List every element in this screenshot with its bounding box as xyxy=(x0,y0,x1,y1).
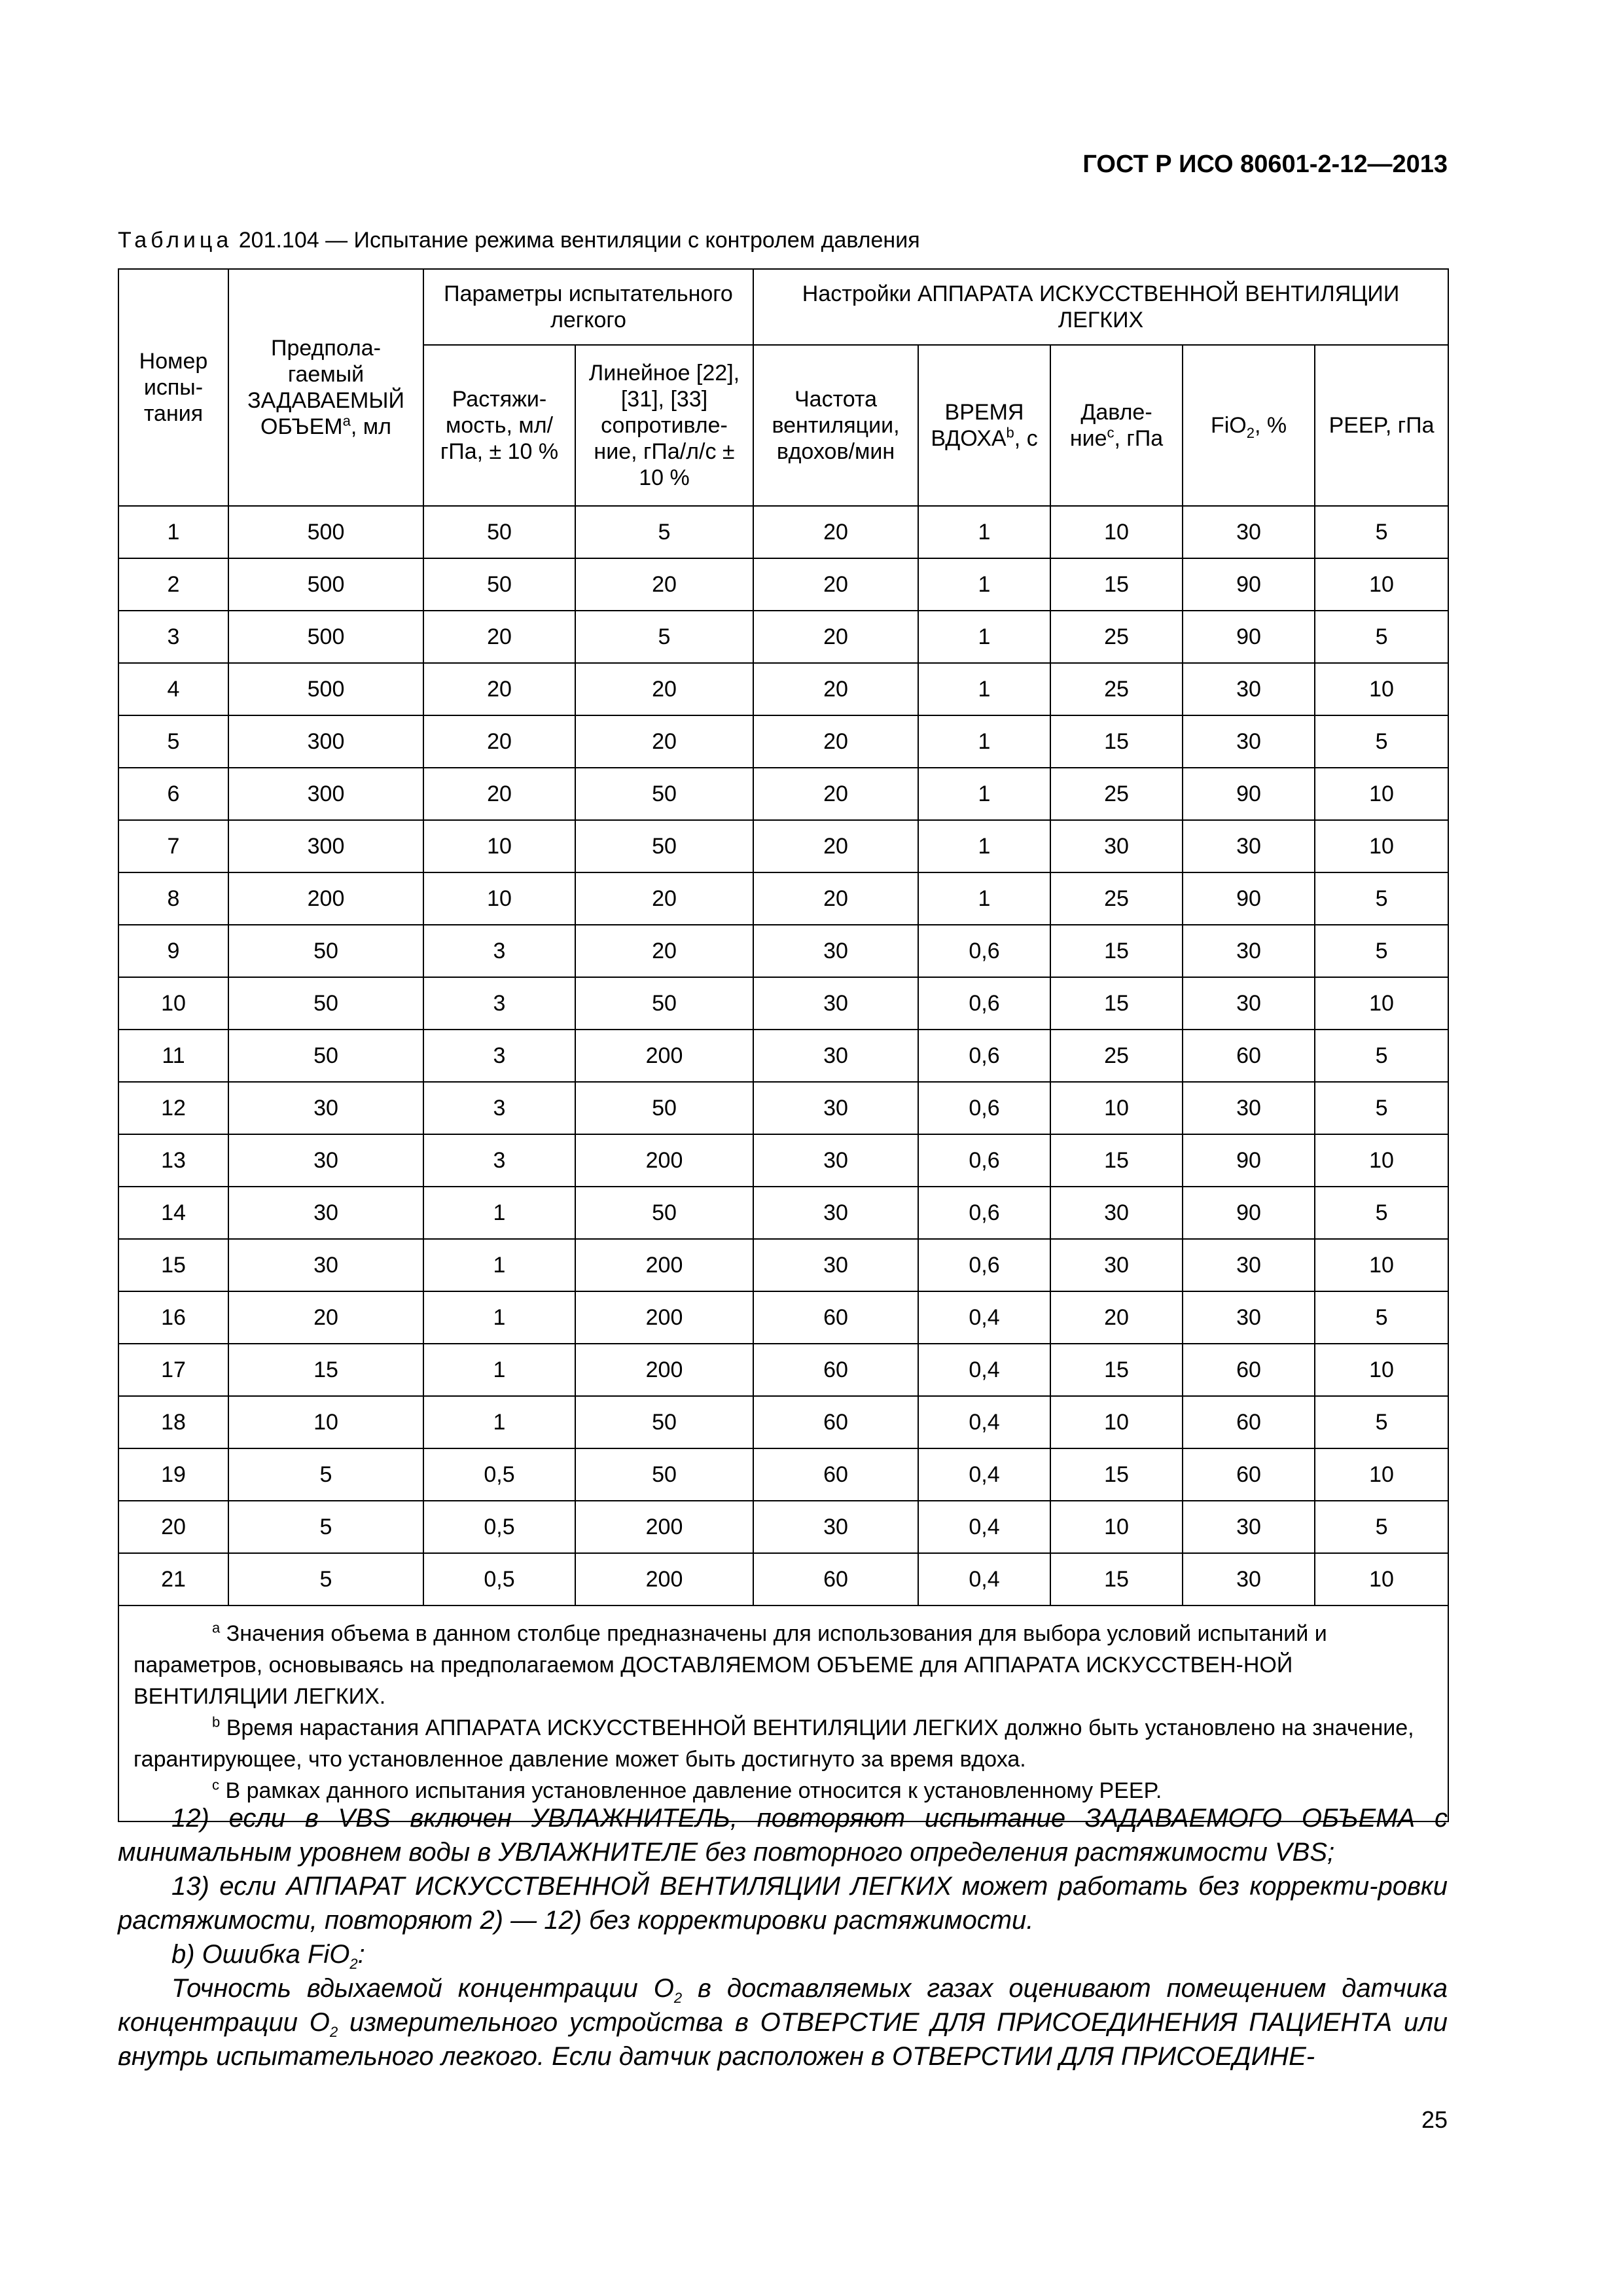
table-cell: 3 xyxy=(423,1082,575,1134)
table-cell: 10 xyxy=(1315,768,1448,820)
table-cell: 0,6 xyxy=(918,1030,1050,1082)
ventilation-test-table xyxy=(118,268,1449,1822)
table-cell: 18 xyxy=(118,1396,228,1448)
table-cell: 25 xyxy=(1050,768,1183,820)
table-cell: 1 xyxy=(423,1239,575,1291)
table-footnotes xyxy=(118,1605,1448,1821)
table-row xyxy=(118,820,1448,872)
table-cell: 20 xyxy=(753,768,918,820)
table-cell: 20 xyxy=(753,506,918,558)
table-cell: 20 xyxy=(753,663,918,715)
table-cell: 20 xyxy=(228,1291,423,1344)
header-rate: Частота вентиляции, вдохов/мин xyxy=(753,345,918,506)
header-resistance: Линейное [22], [31], [33] сопротивле-ние, гПа/л/с ± 10 % xyxy=(575,345,753,506)
table-cell: 9 xyxy=(118,925,228,977)
document-header: ГОСТ Р ИСО 80601-2-12—2013 xyxy=(1082,151,1448,178)
table-cell: 5 xyxy=(1315,925,1448,977)
table-cell: 10 xyxy=(1315,1553,1448,1605)
table-row xyxy=(118,768,1448,820)
table-cell: 20 xyxy=(118,1501,228,1553)
table-cell: 0,5 xyxy=(423,1501,575,1553)
table-cell: 50 xyxy=(228,977,423,1030)
table-cell: 20 xyxy=(753,611,918,663)
table-cell: 1 xyxy=(423,1344,575,1396)
table-cell: 1 xyxy=(918,611,1050,663)
table-cell: 1 xyxy=(918,768,1050,820)
table-cell: 0,6 xyxy=(918,1082,1050,1134)
table-cell: 200 xyxy=(575,1344,753,1396)
body-text xyxy=(118,1801,1448,2073)
paragraph-accuracy: Точность вдыхаемой концентрации $O_2$ в доставляемых газах оценивают помещением датчика концентрации $O_2$ измерительного устройства в ОТВЕРСТИЕ ДЛЯ ПРИСОЕДИНЕНИЯ ПАЦИЕНТА или внутрь испытательного легкого. Если датчик расположен в ОТВЕРСТИИ ДЛЯ ПРИСОЕДИНЕ- xyxy=(118,1974,1448,2071)
table-cell: 0,6 xyxy=(918,977,1050,1030)
table-row xyxy=(118,558,1448,611)
table-cell: 8 xyxy=(118,872,228,925)
table-cell: 30 xyxy=(753,925,918,977)
table-row xyxy=(118,1030,1448,1082)
table-row xyxy=(118,1344,1448,1396)
table-cell: 60 xyxy=(753,1344,918,1396)
table-row xyxy=(118,663,1448,715)
table-cell: 1 xyxy=(918,715,1050,768)
table-cell: 15 xyxy=(1050,558,1183,611)
table-cell: 5 xyxy=(1315,611,1448,663)
table-cell: 50 xyxy=(575,768,753,820)
table-cell: 60 xyxy=(753,1448,918,1501)
table-cell: 2 xyxy=(118,558,228,611)
table-cell: 20 xyxy=(575,558,753,611)
table-cell: 30 xyxy=(1050,820,1183,872)
paragraph-13: 13) если АППАРАТ ИСКУССТВЕННОЙ ВЕНТИЛЯЦИИ ЛЕГКИХ может работать без корректи-ровки растяжимости, повторяют 2) — 12) без корректировки растяжимости. xyxy=(118,1872,1448,1935)
table-cell: 1 xyxy=(423,1291,575,1344)
table-cell: 0,6 xyxy=(918,1134,1050,1187)
paragraph-12: 12) если в VBS включен УВЛАЖНИТЕЛЬ, повторяют испытание ЗАДАВАЕМОГО ОБЪЕМА с минимальным уровнем воды в УВЛАЖНИТЕЛЕ без повторного определения растяжимости VBS; xyxy=(118,1804,1448,1867)
table-cell: 30 xyxy=(753,1187,918,1239)
table-cell: 3 xyxy=(118,611,228,663)
table-cell: 30 xyxy=(753,977,918,1030)
table-cell: 15 xyxy=(1050,977,1183,1030)
table-caption-label: Таблица xyxy=(118,228,233,253)
table-cell: 30 xyxy=(1183,1553,1315,1605)
table-cell: 60 xyxy=(1183,1030,1315,1082)
table-cell: 0,4 xyxy=(918,1553,1050,1605)
table-cell: 50 xyxy=(423,506,575,558)
table-cell: 25 xyxy=(1050,872,1183,925)
table-cell: 3 xyxy=(423,925,575,977)
table-cell: 4 xyxy=(118,663,228,715)
table-cell: 5 xyxy=(1315,1082,1448,1134)
table-cell: 0,6 xyxy=(918,1187,1050,1239)
table-cell: 50 xyxy=(575,1082,753,1134)
table-cell: 30 xyxy=(1183,506,1315,558)
table-cell: 10 xyxy=(1315,977,1448,1030)
table-row xyxy=(118,1396,1448,1448)
table-cell: 50 xyxy=(228,1030,423,1082)
table-cell: 15 xyxy=(1050,1344,1183,1396)
table-cell: 20 xyxy=(753,715,918,768)
table-cell: 60 xyxy=(1183,1396,1315,1448)
table-caption xyxy=(118,228,920,253)
table-cell: 200 xyxy=(575,1134,753,1187)
table-cell: 19 xyxy=(118,1448,228,1501)
table-cell: 20 xyxy=(575,663,753,715)
table-cell: 0,6 xyxy=(918,925,1050,977)
table-cell: 15 xyxy=(1050,1553,1183,1605)
table-cell: 30 xyxy=(753,1501,918,1553)
table-cell: 30 xyxy=(1183,820,1315,872)
table-cell: 10 xyxy=(228,1396,423,1448)
table-cell: 10 xyxy=(423,872,575,925)
table-cell: 200 xyxy=(575,1030,753,1082)
table-cell: 30 xyxy=(1183,1291,1315,1344)
table-cell: 10 xyxy=(1050,1396,1183,1448)
table-cell: 50 xyxy=(228,925,423,977)
table-cell: 50 xyxy=(575,1187,753,1239)
table-row xyxy=(118,1082,1448,1134)
table-cell: 20 xyxy=(575,925,753,977)
table-cell: 300 xyxy=(228,715,423,768)
table-cell: 50 xyxy=(575,1396,753,1448)
table-cell: 15 xyxy=(1050,925,1183,977)
header-set-volume: Предпола-гаемый ЗАДАВАЕМЫЙ ОБЪЕМ$^a$, мл xyxy=(228,269,423,506)
table-cell: 10 xyxy=(118,977,228,1030)
table-row xyxy=(118,872,1448,925)
table-cell: 15 xyxy=(228,1344,423,1396)
table-cell: 6 xyxy=(118,768,228,820)
table-cell: 5 xyxy=(228,1448,423,1501)
table-cell: 15 xyxy=(1050,1134,1183,1187)
table-cell: 5 xyxy=(1315,1501,1448,1553)
table-cell: 5 xyxy=(575,506,753,558)
table-row xyxy=(118,1501,1448,1553)
table-row xyxy=(118,611,1448,663)
table-cell: 60 xyxy=(753,1553,918,1605)
table-cell: 30 xyxy=(1183,1501,1315,1553)
table-cell: 30 xyxy=(1183,1239,1315,1291)
table-cell: 60 xyxy=(1183,1344,1315,1396)
table-cell: 30 xyxy=(228,1082,423,1134)
table-cell: 10 xyxy=(1315,1448,1448,1501)
header-lung-parameters: Параметры испытательного легкого xyxy=(423,269,753,345)
table-cell: 30 xyxy=(1183,925,1315,977)
table-cell: 30 xyxy=(1050,1239,1183,1291)
header-pressure: Давле-ние$^c$, гПа xyxy=(1050,345,1183,506)
table-cell: 90 xyxy=(1183,611,1315,663)
table-cell: 20 xyxy=(753,872,918,925)
table-cell: 300 xyxy=(228,820,423,872)
table-cell: 50 xyxy=(575,820,753,872)
table-cell: 0,4 xyxy=(918,1291,1050,1344)
table-cell: 11 xyxy=(118,1030,228,1082)
table-cell: 90 xyxy=(1183,768,1315,820)
table-cell: 30 xyxy=(1183,977,1315,1030)
table-cell: 10 xyxy=(1315,663,1448,715)
table-cell: 30 xyxy=(228,1187,423,1239)
table-cell: 0,5 xyxy=(423,1553,575,1605)
table-row xyxy=(118,1553,1448,1605)
table-cell: 13 xyxy=(118,1134,228,1187)
table-cell: 12 xyxy=(118,1082,228,1134)
table-cell: 200 xyxy=(575,1501,753,1553)
paragraph-b: b) Ошибка FiO$_2$: xyxy=(171,1940,365,1972)
table-cell: 20 xyxy=(575,872,753,925)
table-cell: 7 xyxy=(118,820,228,872)
table-cell: 10 xyxy=(1315,1239,1448,1291)
table-cell: 30 xyxy=(1183,663,1315,715)
table-cell: 3 xyxy=(423,1030,575,1082)
table-cell: 60 xyxy=(1183,1448,1315,1501)
table-cell: 16 xyxy=(118,1291,228,1344)
table-cell: 3 xyxy=(423,977,575,1030)
table-cell: 30 xyxy=(228,1239,423,1291)
table-cell: 15 xyxy=(1050,1448,1183,1501)
table-cell: 10 xyxy=(1315,1134,1448,1187)
table-cell: 5 xyxy=(1315,1187,1448,1239)
table-cell: 5 xyxy=(1315,1291,1448,1344)
table-cell: 5 xyxy=(228,1553,423,1605)
table-cell: 25 xyxy=(1050,611,1183,663)
table-row xyxy=(118,1239,1448,1291)
table-cell: 500 xyxy=(228,558,423,611)
header-peep: PEEP, гПа xyxy=(1315,345,1448,506)
table-cell: 15 xyxy=(1050,715,1183,768)
table-cell: 20 xyxy=(423,715,575,768)
table-cell: 1 xyxy=(118,506,228,558)
table-cell: 10 xyxy=(1315,558,1448,611)
table-row xyxy=(118,506,1448,558)
page-number: 25 xyxy=(1421,2106,1448,2133)
header-insp-time: ВРЕМЯ ВДОХА$^b$, с xyxy=(918,345,1050,506)
table-cell: 50 xyxy=(575,1448,753,1501)
table-cell: 60 xyxy=(753,1396,918,1448)
table-cell: 20 xyxy=(575,715,753,768)
table-cell: 30 xyxy=(753,1082,918,1134)
table-cell: 10 xyxy=(1315,820,1448,872)
table-row xyxy=(118,925,1448,977)
table-cell: 60 xyxy=(753,1291,918,1344)
table-cell: 200 xyxy=(575,1553,753,1605)
table-cell: 20 xyxy=(753,820,918,872)
table-cell: 1 xyxy=(918,558,1050,611)
header-fio2: FiO$_2$, % xyxy=(1183,345,1315,506)
footnote-a: $^a$ Значения объема в данном столбце предназначены для использования для выбора условий испытаний и параметров, основываясь на предполагаемом ДОСТАВЛЯЕМОМ ОБЪЕМЕ для АППАРАТА ИСКУССТВЕН-НОЙ ВЕНТИЛЯЦИИ ЛЕГКИХ. xyxy=(134,1619,1327,1709)
table-cell: 0,4 xyxy=(918,1448,1050,1501)
table-row xyxy=(118,715,1448,768)
table-cell: 5 xyxy=(575,611,753,663)
table-cell: 20 xyxy=(1050,1291,1183,1344)
table-cell: 30 xyxy=(1183,715,1315,768)
table-cell: 90 xyxy=(1183,1187,1315,1239)
table-cell: 10 xyxy=(1315,1344,1448,1396)
table-cell: 5 xyxy=(228,1501,423,1553)
table-cell: 10 xyxy=(1050,1082,1183,1134)
table-cell: 21 xyxy=(118,1553,228,1605)
table-cell: 300 xyxy=(228,768,423,820)
table-cell: 5 xyxy=(1315,715,1448,768)
table-cell: 500 xyxy=(228,663,423,715)
table-cell: 500 xyxy=(228,506,423,558)
table-cell: 0,4 xyxy=(918,1501,1050,1553)
table-cell: 1 xyxy=(918,506,1050,558)
table-cell: 30 xyxy=(1183,1082,1315,1134)
footnote-b: $^b$ Время нарастания АППАРАТА ИСКУССТВЕННОЙ ВЕНТИЛЯЦИИ ЛЕГКИХ должно быть установлено на значение, гарантирующее, что установленное давление может быть достигнуто за время вдоха. xyxy=(134,1713,1414,1772)
table-caption-text: 201.104 — Испытание режима вентиляции с контролем давления xyxy=(232,228,920,253)
table-cell: 1 xyxy=(423,1396,575,1448)
table-cell: 15 xyxy=(118,1239,228,1291)
table-cell: 5 xyxy=(1315,872,1448,925)
table-cell: 25 xyxy=(1050,663,1183,715)
table-cell: 1 xyxy=(918,820,1050,872)
table-cell: 5 xyxy=(1315,506,1448,558)
table-cell: 10 xyxy=(1050,1501,1183,1553)
table-row xyxy=(118,1187,1448,1239)
table-cell: 3 xyxy=(423,1134,575,1187)
header-test-number: Номер испы-тания xyxy=(118,269,228,506)
footnote-c: $^c$ В рамках данного испытания установленное давление относится к установленному PEEP. xyxy=(212,1776,1162,1803)
table-cell: 17 xyxy=(118,1344,228,1396)
table-cell: 1 xyxy=(918,872,1050,925)
table-cell: 0,4 xyxy=(918,1396,1050,1448)
table-cell: 50 xyxy=(423,558,575,611)
table-cell: 0,6 xyxy=(918,1239,1050,1291)
table-cell: 0,5 xyxy=(423,1448,575,1501)
header-ventilator-settings: Настройки АППАРАТА ИСКУССТВЕННОЙ ВЕНТИЛЯЦИИ ЛЕГКИХ xyxy=(753,269,1448,345)
table-row xyxy=(118,1291,1448,1344)
table-cell: 25 xyxy=(1050,1030,1183,1082)
table-cell: 10 xyxy=(1050,506,1183,558)
table-cell: 5 xyxy=(118,715,228,768)
table-cell: 10 xyxy=(423,820,575,872)
table-cell: 5 xyxy=(1315,1396,1448,1448)
table-cell: 20 xyxy=(423,611,575,663)
table-row xyxy=(118,1134,1448,1187)
table-cell: 30 xyxy=(753,1030,918,1082)
table-cell: 5 xyxy=(1315,1030,1448,1082)
table-cell: 1 xyxy=(423,1187,575,1239)
table-cell: 20 xyxy=(423,768,575,820)
table-cell: 200 xyxy=(575,1239,753,1291)
table-cell: 90 xyxy=(1183,1134,1315,1187)
table-row xyxy=(118,977,1448,1030)
table-cell: 90 xyxy=(1183,872,1315,925)
table-cell: 30 xyxy=(228,1134,423,1187)
table-cell: 30 xyxy=(753,1134,918,1187)
table-row xyxy=(118,1448,1448,1501)
header-compliance: Растяжи-мость, мл/гПа, ± 10 % xyxy=(423,345,575,506)
table-body xyxy=(118,506,1448,1605)
table-cell: 200 xyxy=(575,1291,753,1344)
table-cell: 1 xyxy=(918,663,1050,715)
table-cell: 30 xyxy=(753,1239,918,1291)
table-cell: 0,4 xyxy=(918,1344,1050,1396)
table-cell: 20 xyxy=(753,558,918,611)
table-cell: 90 xyxy=(1183,558,1315,611)
table-cell: 50 xyxy=(575,977,753,1030)
table-cell: 200 xyxy=(228,872,423,925)
table-cell: 14 xyxy=(118,1187,228,1239)
table-cell: 20 xyxy=(423,663,575,715)
table-cell: 500 xyxy=(228,611,423,663)
table-cell: 30 xyxy=(1050,1187,1183,1239)
